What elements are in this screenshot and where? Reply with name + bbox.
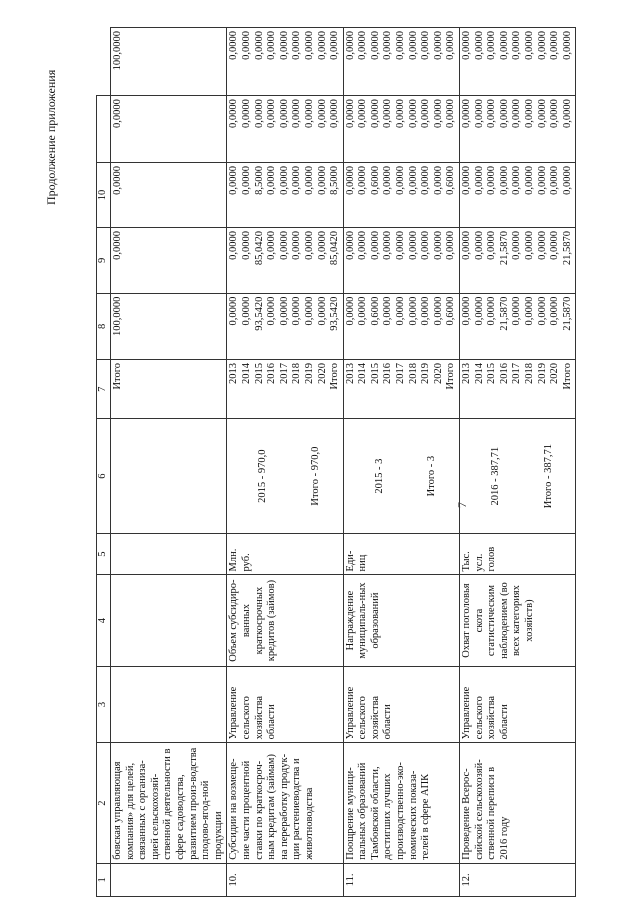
header-cell: 9 <box>97 228 111 294</box>
amount-value: 0,0000 <box>549 31 561 60</box>
amount-value: 0,0000 <box>291 231 303 260</box>
year-label: 2015 <box>486 362 498 384</box>
amount-value: 0,0000 <box>382 99 394 129</box>
amount-value: 0,0000 <box>561 99 573 129</box>
amount-column <box>343 28 459 96</box>
year-label: 2018 <box>291 362 303 384</box>
target-cell <box>460 419 576 533</box>
year-label: 2019 <box>536 362 548 384</box>
year-label: 2017 <box>395 362 407 384</box>
amount-column <box>227 228 343 294</box>
year-label: 2016 <box>382 362 394 384</box>
amount-value: 0,0000 <box>316 296 328 326</box>
amount-value: 0,0000 <box>486 165 498 195</box>
amount-value: 0,0000 <box>549 165 561 195</box>
amount-value: 0,0000 <box>432 296 444 326</box>
target-cell <box>227 419 343 533</box>
amount-value: 0,0000 <box>395 231 407 260</box>
target-cell <box>343 419 459 533</box>
amount-value: 0,0000 <box>549 296 561 326</box>
row-number: 12. <box>460 863 576 896</box>
amount-value: 0,0000 <box>511 231 523 260</box>
year-label: 2014 <box>473 362 485 384</box>
row-number: 10. <box>227 863 343 896</box>
amount-value: 0,0000 <box>407 31 419 60</box>
continuation-label: Продолжение приложения <box>44 69 58 205</box>
amount-column <box>460 293 576 359</box>
year-label: 2020 <box>549 362 561 384</box>
amount-value: 0,0000 <box>498 99 510 129</box>
amount-value: 0,0000 <box>266 165 278 195</box>
year-label: Итого <box>445 362 457 390</box>
amount-value: 0,0000 <box>253 99 265 129</box>
years-list <box>460 359 576 418</box>
amount-value: 0,0000 <box>473 99 485 129</box>
target-total: Итого - 3 <box>426 455 438 497</box>
amount-column <box>227 162 343 227</box>
amount-value: 0,0000 <box>486 31 498 60</box>
amount-value: 0,0000 <box>240 231 252 260</box>
amount-value: 0,0000 <box>228 231 240 260</box>
indicator: Награждение муниципаль-ных образований <box>343 575 459 666</box>
program-table <box>96 27 576 897</box>
target-total: Итого - 387,71 <box>542 444 554 509</box>
amount-value: 0,0000 <box>420 31 432 60</box>
total-value: 0,0000 <box>111 228 227 294</box>
total-value: 0,0000 <box>111 162 227 227</box>
year-label: Итого <box>329 362 341 390</box>
amount-column <box>343 228 459 294</box>
amount-value: 0,0000 <box>511 165 523 195</box>
amount-value: 0,0000 <box>473 165 485 195</box>
amount-value: 0,0000 <box>536 231 548 260</box>
year-label: 2016 <box>266 362 278 384</box>
table-row <box>343 28 459 897</box>
amount-value: 0,0000 <box>473 31 485 60</box>
amount-value: 0,0000 <box>278 296 290 326</box>
amount-value: 0,0000 <box>445 99 457 129</box>
amount-value: 0,0000 <box>266 99 278 129</box>
amount-value: 0,0000 <box>291 99 303 129</box>
amount-value: 93,5420 <box>253 296 265 331</box>
year-label: 2013 <box>344 362 356 384</box>
year-label: 2016 <box>498 362 510 384</box>
amount-value: 0,0000 <box>278 165 290 195</box>
target-value: 2016 - 387,71 <box>490 446 502 506</box>
amount-value: 21,5870 <box>498 296 510 331</box>
amount-value: 0,0000 <box>278 99 290 129</box>
header-cell: 5 <box>97 533 111 575</box>
unit: Еди-ниц <box>343 533 459 575</box>
amount-value: 0,0000 <box>240 296 252 326</box>
amount-value: 0,0000 <box>303 165 315 195</box>
year-label: 2014 <box>240 362 252 384</box>
amount-value: 0,0000 <box>240 31 252 60</box>
amount-value: 0,0000 <box>561 165 573 195</box>
amount-value: 85,0420 <box>329 231 341 266</box>
amount-value: 0,0000 <box>461 31 473 60</box>
amount-value: 0,0000 <box>395 296 407 326</box>
year-label: 2013 <box>461 362 473 384</box>
amount-value: 0,0000 <box>303 231 315 260</box>
amount-value: 0,0000 <box>316 31 328 60</box>
header-row <box>97 28 111 897</box>
amount-column <box>343 96 459 163</box>
amount-value: 0,0000 <box>278 231 290 260</box>
amount-value: 0,0000 <box>511 296 523 326</box>
amount-value: 0,0000 <box>266 31 278 60</box>
amount-value: 0,0000 <box>266 231 278 260</box>
amount-value: 0,0000 <box>432 165 444 195</box>
year-label: 2017 <box>511 362 523 384</box>
amount-value: 0,0000 <box>382 31 394 60</box>
amount-value: 0,0000 <box>473 296 485 326</box>
amount-value: 0,0000 <box>303 99 315 129</box>
header-cell: 10 <box>97 162 111 227</box>
amount-value: 0,0000 <box>511 31 523 60</box>
amount-value: 0,0000 <box>344 296 356 326</box>
amount-value: 0,0000 <box>461 231 473 260</box>
amount-value: 21,5870 <box>561 231 573 266</box>
header-cell: 2 <box>97 743 111 863</box>
amount-value: 0,0000 <box>407 296 419 326</box>
years-list <box>343 359 459 418</box>
amount-value: 93,5420 <box>329 296 341 331</box>
amount-column <box>460 228 576 294</box>
amount-value: 0,0000 <box>291 296 303 326</box>
amount-value: 8,5000 <box>253 165 265 195</box>
executor: Управление сельского хозяйства области <box>343 666 459 743</box>
amount-column <box>227 28 343 96</box>
amount-value: 0,0000 <box>561 31 573 60</box>
amount-column <box>460 28 576 96</box>
amount-value: 0,0000 <box>486 99 498 129</box>
header-cell: 3 <box>97 666 111 743</box>
amount-value: 0,0000 <box>228 99 240 129</box>
total-value: 0,0000 <box>111 96 227 163</box>
executor: Управление сельского хозяйства области <box>227 666 343 743</box>
amount-value: 0,0000 <box>473 231 485 260</box>
amount-value: 0,0000 <box>432 231 444 260</box>
year-label: 2020 <box>316 362 328 384</box>
amount-column <box>227 96 343 163</box>
year-label: 2019 <box>303 362 315 384</box>
amount-value: 0,0000 <box>536 165 548 195</box>
amount-column <box>343 293 459 359</box>
header-cell: 7 <box>97 359 111 418</box>
target-value: 2015 - 3 <box>373 458 385 494</box>
amount-value: 0,0000 <box>357 31 369 60</box>
amount-value: 0,0000 <box>524 231 535 260</box>
amount-value: 0,0000 <box>420 296 432 326</box>
amount-value: 0,0000 <box>369 99 381 129</box>
year-label: 2019 <box>420 362 432 384</box>
year-label: 2018 <box>524 362 535 384</box>
amount-column <box>343 162 459 227</box>
amount-value: 0,0000 <box>536 99 548 129</box>
amount-value: 0,0000 <box>329 99 341 129</box>
amount-value: 85,0420 <box>253 231 265 266</box>
amount-value: 0,0000 <box>395 99 407 129</box>
amount-value: 0,0000 <box>524 31 535 60</box>
amount-value: 0,0000 <box>357 231 369 260</box>
amount-value: 8,5000 <box>329 165 341 195</box>
amount-value: 0,0000 <box>407 99 419 129</box>
amount-value: 0,0000 <box>461 165 473 195</box>
amount-value: 0,0000 <box>369 231 381 260</box>
amount-value: 0,0000 <box>432 31 444 60</box>
amount-value: 0,0000 <box>357 296 369 326</box>
amount-value: 0,0000 <box>498 31 510 60</box>
executor: Управление сельского хозяйства области <box>460 666 576 743</box>
amount-value: 0,0000 <box>420 231 432 260</box>
amount-value: 0,0000 <box>445 231 457 260</box>
amount-value: 0,0000 <box>549 231 561 260</box>
amount-column <box>460 96 576 163</box>
amount-value: 0,0000 <box>420 99 432 129</box>
amount-value: 0,0000 <box>369 31 381 60</box>
amount-value: 0,0000 <box>291 165 303 195</box>
amount-value: 0,0000 <box>407 165 419 195</box>
header-cell <box>97 96 111 163</box>
amount-value: 0,0000 <box>316 165 328 195</box>
amount-value: 0,0000 <box>524 99 535 129</box>
year-label: 2020 <box>432 362 444 384</box>
amount-value: 0,0000 <box>228 165 240 195</box>
amount-value: 0,0000 <box>278 31 290 60</box>
amount-value: 0,0000 <box>549 99 561 129</box>
year-label: Итого <box>561 362 573 390</box>
amount-value: 0,0000 <box>382 231 394 260</box>
header-cell: 1 <box>97 863 111 896</box>
total-value: 100,0000 <box>111 293 227 359</box>
amount-value: 0,0000 <box>445 31 457 60</box>
amount-value: 0,0000 <box>407 231 419 260</box>
amount-value: 0,0000 <box>382 165 394 195</box>
target-value: 2015 - 970,0 <box>257 449 269 503</box>
header-cell: 8 <box>97 293 111 359</box>
measure-name: Поощрение муници-пальных образований Тамбовской области, достигших лучших производственно-эко-номических показа-телей в сфере АПК <box>343 743 459 863</box>
amount-value: 0,0000 <box>240 165 252 195</box>
indicator: Объем субсидиро-ванных краткосрочных кредитов (займов) <box>227 575 343 666</box>
amount-value: 0,6000 <box>445 165 457 195</box>
amount-value: 0,0000 <box>382 296 394 326</box>
amount-value: 0,0000 <box>303 296 315 326</box>
amount-value: 0,6000 <box>369 296 381 326</box>
amount-value: 0,0000 <box>329 31 341 60</box>
amount-value: 0,0000 <box>344 31 356 60</box>
amount-value: 0,0000 <box>344 99 356 129</box>
amount-value: 0,0000 <box>228 31 240 60</box>
year-label: 2015 <box>253 362 265 384</box>
amount-value: 0,0000 <box>395 165 407 195</box>
amount-value: 0,0000 <box>253 31 265 60</box>
amount-value: 0,0000 <box>536 296 548 326</box>
amount-value: 0,0000 <box>316 231 328 260</box>
amount-value: 0,0000 <box>461 296 473 326</box>
amount-column <box>227 293 343 359</box>
header-cell: 6 <box>97 419 111 533</box>
amount-value: 0,0000 <box>395 31 407 60</box>
table-row <box>460 28 576 897</box>
amount-value: 0,0000 <box>524 165 535 195</box>
amount-value: 0,0000 <box>498 165 510 195</box>
amount-value: 0,6000 <box>445 296 457 326</box>
total-value: 100,0000 <box>111 28 227 96</box>
amount-value: 0,0000 <box>486 231 498 260</box>
continued-text: бовская управляющая компания» для целей, связанных с организа-цией сельскохозяй-ственной деятельности в сфере садоводства, развитием произ-водства плодово-ягод-ной продукции <box>111 743 227 863</box>
amount-value: 0,0000 <box>432 99 444 129</box>
amount-value: 21,5870 <box>498 231 510 266</box>
amount-value: 0,0000 <box>291 31 303 60</box>
unit: Млн. руб. <box>227 533 343 575</box>
amount-value: 0,0000 <box>316 99 328 129</box>
amount-value: 0,0000 <box>536 31 548 60</box>
amount-value: 0,0000 <box>303 31 315 60</box>
year-label: 2013 <box>228 362 240 384</box>
year-label: 2017 <box>278 362 290 384</box>
measure-name: Проведение Всерос-сийской сельскохозяй-ственной переписи в 2016 году <box>460 743 576 863</box>
amount-value: 0,0000 <box>486 296 498 326</box>
amount-value: 0,0000 <box>461 99 473 129</box>
amount-value: 21,5870 <box>561 296 573 331</box>
indicator: Охват поголовья скота статистическим наблюдением (во всех категориях хозяйств) <box>460 575 576 666</box>
amount-value: 0,6000 <box>369 165 381 195</box>
amount-value: 0,0000 <box>357 99 369 129</box>
table-row <box>227 28 343 897</box>
year-label: 2015 <box>369 362 381 384</box>
measure-name: Субсидии на возмеще-ние части процентной ставки по краткосроч-ным кредитам (займам) на переработку продук-ции растениеводства и животноводства <box>227 743 343 863</box>
header-cell: 4 <box>97 575 111 666</box>
page-number: 7 <box>455 502 469 508</box>
years-list <box>227 359 343 418</box>
amount-value: 0,0000 <box>511 99 523 129</box>
amount-column <box>460 162 576 227</box>
table-row-continued <box>111 28 227 897</box>
amount-value: 0,0000 <box>420 165 432 195</box>
amount-value: 0,0000 <box>266 296 278 326</box>
total-label: Итого <box>111 359 227 418</box>
unit: Тыс. усл. голов <box>460 533 576 575</box>
amount-value: 0,0000 <box>228 296 240 326</box>
amount-value: 0,0000 <box>344 165 356 195</box>
amount-value: 0,0000 <box>357 165 369 195</box>
target-total: Итого - 970,0 <box>310 446 322 506</box>
year-label: 2018 <box>407 362 419 384</box>
row-number: 11. <box>343 863 459 896</box>
amount-value: 0,0000 <box>240 99 252 129</box>
year-label: 2014 <box>357 362 369 384</box>
amount-value: 0,0000 <box>524 296 535 326</box>
amount-value: 0,0000 <box>344 231 356 260</box>
